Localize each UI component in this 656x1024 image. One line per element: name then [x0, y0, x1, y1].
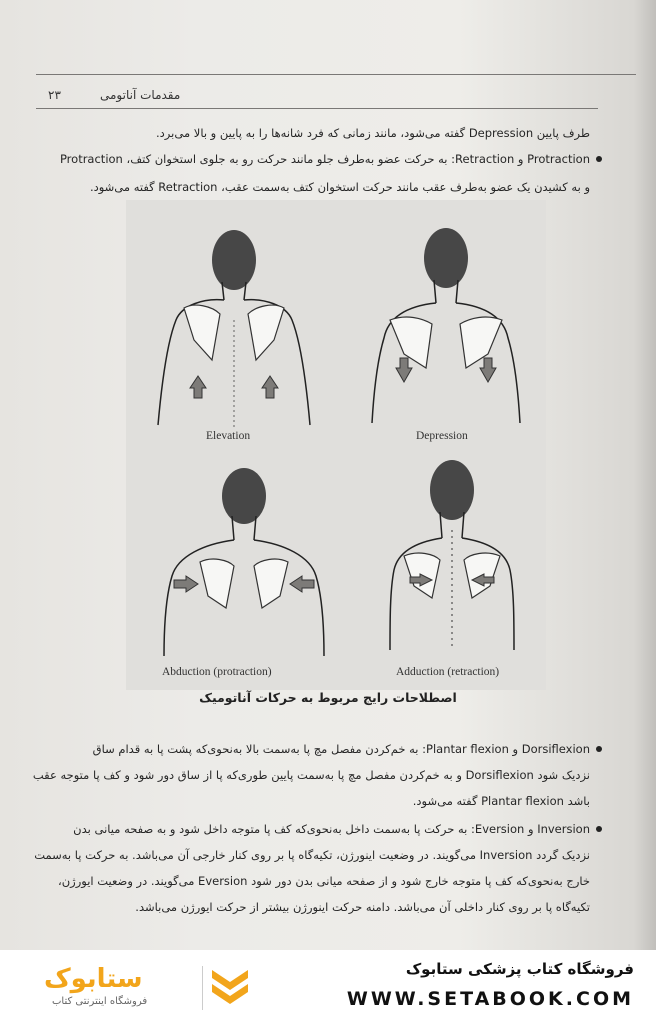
inversion-line-3: خارج به‌نحوی‌که کف پا متوجه خارج شود و از صفحه میانی بدن دور شود Eversion می‌گویند. در وضعیت ایورژن، — [57, 874, 590, 888]
dorsiflexion-line-2: نزدیک شود Dorsiflexion و به خم‌کردن مفصل مچ پا به‌سمت پایین طوری‌که پا از ساق دور شود و کف پا متوجه عقب — [32, 768, 590, 782]
logo-tagline: فروشگاه اینترنتی کتاب — [52, 996, 148, 1007]
dorsiflexion-line-3: باشد Plantar flexion گفته می‌شود. — [412, 794, 590, 808]
protraction-line-1: Protraction و Retraction: به حرکت عضو به‌طرف جلو مانند حرکت رو به جلوی استخوان کتف، Protraction — [59, 152, 590, 166]
running-header: مقدمات آناتومی — [100, 88, 181, 102]
top-rule — [36, 74, 636, 75]
figure-elevation — [158, 230, 310, 430]
store-url[interactable]: WWW.SETABOOK.COM — [346, 988, 634, 1010]
figure-depression — [372, 228, 520, 423]
figure-title: اصطلاحات رایج مربوط به حرکات آناتومیک — [199, 690, 457, 705]
store-name: فروشگاه کتاب پزشکی ستابوک — [405, 960, 634, 978]
figure-adduction — [390, 460, 514, 650]
dorsiflexion-line-1: Dorsiflexion و Plantar flexion: به خم‌کردن مفصل مچ پا به‌سمت بالا به‌نحوی‌که پشت پا به قدام ساق — [92, 742, 590, 756]
store-banner — [0, 950, 656, 1024]
caption-depression: Depression — [416, 430, 468, 442]
store-logo[interactable] — [22, 964, 272, 1014]
caption-adduction: Adduction (retraction) — [396, 666, 500, 678]
figure-panel — [126, 200, 546, 690]
logo-wordmark: ستابوک — [44, 964, 143, 994]
protraction-line-2: و به کشیدن یک عضو به‌طرف عقب مانند حرکت استخوان کتف به‌سمت عقب، Retraction گفته می‌شود. — [89, 180, 590, 194]
shoulder-movements-illustration — [126, 200, 546, 690]
figure-abduction — [164, 468, 324, 656]
page-number: ۲۳ — [48, 88, 61, 102]
caption-abduction: Abduction (protraction) — [162, 666, 272, 678]
bullet — [596, 746, 602, 752]
page-edge-shadow — [634, 0, 656, 950]
bullet — [596, 826, 602, 832]
inversion-line-1: Inversion و Eversion: به حرکت پا به‌سمت داخل به‌نحوی‌که کف پا متوجه داخل شود و به صفحه میانی بدن — [73, 822, 590, 836]
logo-divider — [202, 966, 203, 1010]
inversion-line-2: نزدیک گردد Inversion می‌گویند. در وضعیت اینورژن، تکیه‌گاه پا بر روی کنار خارجی آن می‌باشد. به حرکت پا به‌سمت — [34, 848, 590, 862]
header-rule — [36, 108, 598, 109]
intro-line: طرف پایین Depression گفته می‌شود، مانند زمانی که فرد شانه‌ها را به پایین و بالا می‌برد. — [156, 126, 590, 140]
caption-elevation: Elevation — [206, 430, 251, 442]
bullet — [596, 156, 602, 162]
inversion-line-4: تکیه‌گاه پا بر روی کنار داخلی آن می‌باشد. دامنه حرکت اینورژن بیشتر از حرکت ایورژن می‌باشد. — [135, 900, 590, 914]
chevron-logo-icon — [210, 964, 250, 1010]
